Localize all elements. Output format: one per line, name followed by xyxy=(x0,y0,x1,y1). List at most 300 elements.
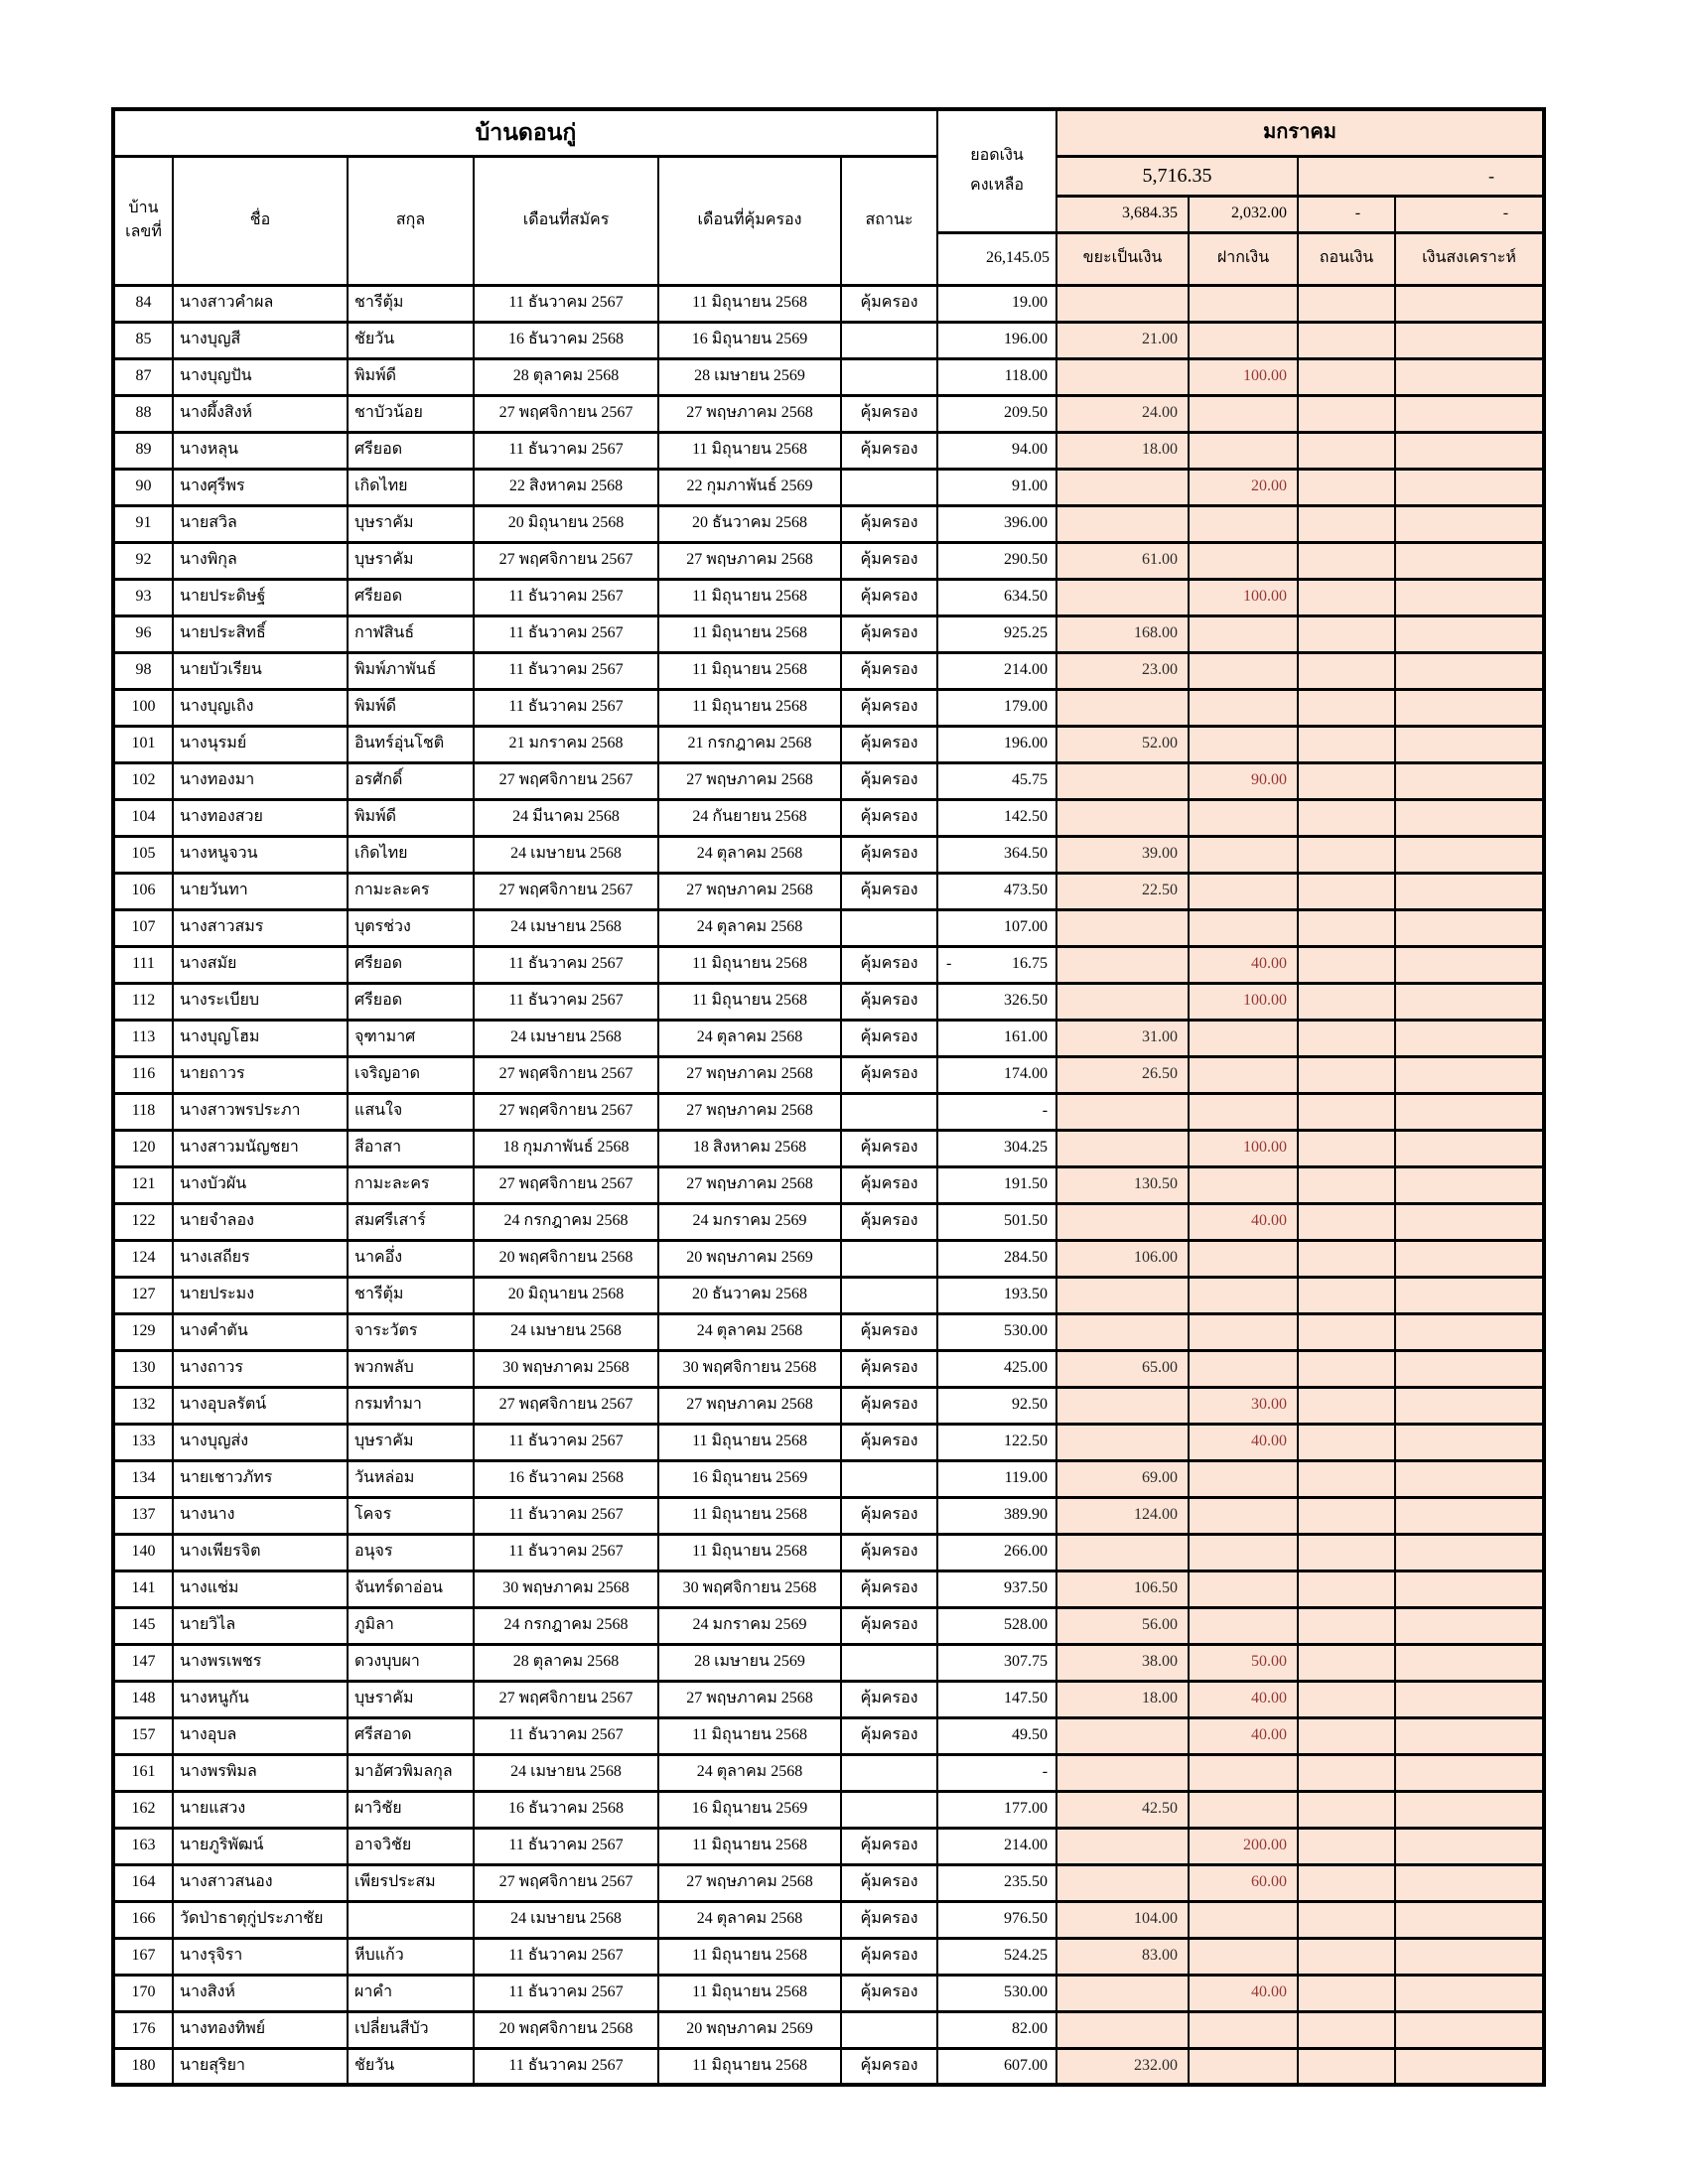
cell-apply-month: 11 ธันวาคม 2567 xyxy=(474,432,658,469)
cell-welfare xyxy=(1395,1497,1544,1534)
cell-cover-month: 27 พฤษภาคม 2568 xyxy=(658,1166,841,1203)
cell-trash-money xyxy=(1056,1864,1189,1901)
cell-house-no: 157 xyxy=(113,1717,173,1754)
cell-cover-month: 18 สิงหาคม 2568 xyxy=(658,1130,841,1166)
member-rows xyxy=(113,285,1544,2085)
cell-withdraw xyxy=(1298,1020,1395,1056)
cell-trash-money: 18.00 xyxy=(1056,1681,1189,1717)
cell-trash-money xyxy=(1056,762,1189,799)
cell-trash-money xyxy=(1056,358,1189,395)
cell-surname: เกิดไทย xyxy=(348,469,474,505)
cell-balance: 976.50 xyxy=(937,1901,1056,1938)
cell-trash-money xyxy=(1056,1203,1189,1240)
cell-surname: อินทร์อุ่นโชติ xyxy=(348,726,474,762)
table-row xyxy=(113,2048,1544,2085)
cell-deposit: 200.00 xyxy=(1189,1828,1298,1864)
cell-apply-month: 24 เมษายน 2568 xyxy=(474,1020,658,1056)
cell-status xyxy=(841,322,937,358)
cell-first-name: นายสุริยา xyxy=(173,2048,348,2085)
table-row xyxy=(113,1717,1544,1754)
cell-trash-money xyxy=(1056,1277,1189,1313)
table-row xyxy=(113,1166,1544,1203)
table-row xyxy=(113,1240,1544,1277)
cell-first-name: นางทองมา xyxy=(173,762,348,799)
cell-first-name: นางสาวมนัญชยา xyxy=(173,1130,348,1166)
cell-status xyxy=(841,1791,937,1828)
cell-status: คุ้มครอง xyxy=(841,1203,937,1240)
cell-first-name: นางคำตัน xyxy=(173,1313,348,1350)
cell-deposit xyxy=(1189,652,1298,689)
cell-welfare xyxy=(1395,1828,1544,1864)
cell-balance: 209.50 xyxy=(937,395,1056,432)
cell-trash-money: 124.00 xyxy=(1056,1497,1189,1534)
cell-cover-month: 11 มิถุนายน 2568 xyxy=(658,579,841,615)
house-no-label-line1: บ้าน xyxy=(128,200,159,216)
cell-apply-month: 27 พฤศจิกายน 2567 xyxy=(474,762,658,799)
cell-balance: 364.50 xyxy=(937,836,1056,873)
cell-trash-money: 83.00 xyxy=(1056,1938,1189,1975)
cell-status: คุ้มครอง xyxy=(841,1497,937,1534)
cell-house-no: 162 xyxy=(113,1791,173,1828)
cell-apply-month: 27 พฤศจิกายน 2567 xyxy=(474,1056,658,1093)
cell-balance: 307.75 xyxy=(937,1644,1056,1681)
cell-cover-month: 28 เมษายน 2569 xyxy=(658,358,841,395)
cell-house-no: 91 xyxy=(113,505,173,542)
cell-apply-month: 11 ธันวาคม 2567 xyxy=(474,1534,658,1570)
cell-deposit: 40.00 xyxy=(1189,1203,1298,1240)
cell-cover-month: 11 มิถุนายน 2568 xyxy=(658,1938,841,1975)
cell-house-no: 106 xyxy=(113,873,173,909)
cell-apply-month: 28 ตุลาคม 2568 xyxy=(474,1644,658,1681)
cell-cover-month: 16 มิถุนายน 2569 xyxy=(658,1460,841,1497)
cell-cover-month: 27 พฤษภาคม 2568 xyxy=(658,873,841,909)
cell-trash-money: 61.00 xyxy=(1056,542,1189,579)
cell-balance: 530.00 xyxy=(937,1975,1056,2011)
trash-total: 3,684.35 xyxy=(1056,196,1189,232)
cell-apply-month: 11 ธันวาคม 2567 xyxy=(474,1424,658,1460)
cell-status: คุ้มครอง xyxy=(841,1056,937,1093)
cell-house-no: 167 xyxy=(113,1938,173,1975)
cell-welfare xyxy=(1395,2048,1544,2085)
cell-cover-month: 24 ตุลาคม 2568 xyxy=(658,909,841,946)
col-header-name: ชื่อ xyxy=(173,156,348,285)
cell-trash-money xyxy=(1056,1387,1189,1424)
cell-cover-month: 20 พฤษภาคม 2569 xyxy=(658,1240,841,1277)
cell-house-no: 89 xyxy=(113,432,173,469)
cell-house-no: 180 xyxy=(113,2048,173,2085)
cell-apply-month: 27 พฤศจิกายน 2567 xyxy=(474,1681,658,1717)
cell-cover-month: 11 มิถุนายน 2568 xyxy=(658,285,841,322)
cell-trash-money xyxy=(1056,1313,1189,1350)
cell-withdraw xyxy=(1298,1350,1395,1387)
cell-welfare xyxy=(1395,469,1544,505)
cell-balance: 266.00 xyxy=(937,1534,1056,1570)
cell-status xyxy=(841,1240,937,1277)
cell-welfare xyxy=(1395,1460,1544,1497)
cell-status: คุ้มครอง xyxy=(841,836,937,873)
cell-trash-money: 38.00 xyxy=(1056,1644,1189,1681)
cell-balance: 91.00 xyxy=(937,469,1056,505)
cell-trash-money xyxy=(1056,1424,1189,1460)
cell-house-no: 96 xyxy=(113,615,173,652)
cell-house-no: 104 xyxy=(113,799,173,836)
cell-trash-money xyxy=(1056,1130,1189,1166)
cell-withdraw xyxy=(1298,1313,1395,1350)
cell-balance: 118.00 xyxy=(937,358,1056,395)
cell-deposit: 100.00 xyxy=(1189,579,1298,615)
table-row xyxy=(113,395,1544,432)
cell-cover-month: 11 มิถุนายน 2568 xyxy=(658,1828,841,1864)
cell-house-no: 166 xyxy=(113,1901,173,1938)
cell-house-no: 111 xyxy=(113,946,173,983)
col-header-surname: สกุล xyxy=(348,156,474,285)
table-row xyxy=(113,1460,1544,1497)
cell-welfare xyxy=(1395,1717,1544,1754)
cell-surname xyxy=(348,1901,474,1938)
cell-status: คุ้มครอง xyxy=(841,1828,937,1864)
village-title: บ้านดอนกู่ xyxy=(113,109,937,156)
cell-deposit xyxy=(1189,615,1298,652)
cell-house-no: 102 xyxy=(113,762,173,799)
cell-cover-month: 24 ตุลาคม 2568 xyxy=(658,1901,841,1938)
cell-cover-month: 21 กรกฎาคม 2568 xyxy=(658,726,841,762)
cell-withdraw xyxy=(1298,1240,1395,1277)
cell-status xyxy=(841,1644,937,1681)
cell-status: คุ้มครอง xyxy=(841,1570,937,1607)
cell-cover-month: 11 มิถุนายน 2568 xyxy=(658,689,841,726)
cell-deposit: 40.00 xyxy=(1189,1975,1298,2011)
cell-deposit: 40.00 xyxy=(1189,946,1298,983)
cell-surname: กรมทำมา xyxy=(348,1387,474,1424)
cell-apply-month: 11 ธันวาคม 2567 xyxy=(474,1717,658,1754)
cell-status: คุ้มครอง xyxy=(841,285,937,322)
cell-balance: 177.00 xyxy=(937,1791,1056,1828)
cell-withdraw xyxy=(1298,909,1395,946)
cell-house-no: 137 xyxy=(113,1497,173,1534)
cell-welfare xyxy=(1395,799,1544,836)
cell-status: คุ้มครอง xyxy=(841,1901,937,1938)
cell-status: คุ้มครอง xyxy=(841,1350,937,1387)
table-row xyxy=(113,1754,1544,1791)
cell-house-no: 163 xyxy=(113,1828,173,1864)
cell-house-no: 141 xyxy=(113,1570,173,1607)
cell-first-name: นางบัวผัน xyxy=(173,1166,348,1203)
cell-withdraw xyxy=(1298,1864,1395,1901)
cell-status: คุ้มครอง xyxy=(841,799,937,836)
cell-welfare xyxy=(1395,1277,1544,1313)
cell-cover-month: 28 เมษายน 2569 xyxy=(658,1644,841,1681)
cell-deposit xyxy=(1189,2048,1298,2085)
cell-cover-month: 27 พฤษภาคม 2568 xyxy=(658,1681,841,1717)
cell-balance: 284.50 xyxy=(937,1240,1056,1277)
cell-balance: 937.50 xyxy=(937,1570,1056,1607)
cell-house-no: 98 xyxy=(113,652,173,689)
table-row xyxy=(113,1791,1544,1828)
cell-deposit xyxy=(1189,799,1298,836)
cell-balance: 524.25 xyxy=(937,1938,1056,1975)
cell-status: คุ้มครอง xyxy=(841,652,937,689)
cell-withdraw xyxy=(1298,1497,1395,1534)
cell-deposit xyxy=(1189,1754,1298,1791)
cell-status: คุ้มครอง xyxy=(841,395,937,432)
cell-welfare xyxy=(1395,1607,1544,1644)
cell-deposit xyxy=(1189,1166,1298,1203)
cell-balance: 326.50 xyxy=(937,983,1056,1020)
table-row xyxy=(113,1938,1544,1975)
cell-welfare xyxy=(1395,873,1544,909)
table-row xyxy=(113,1130,1544,1166)
cell-first-name: นางถาวร xyxy=(173,1350,348,1387)
table-row xyxy=(113,726,1544,762)
cell-balance: 19.00 xyxy=(937,285,1056,322)
cell-status xyxy=(841,2011,937,2048)
table-row xyxy=(113,542,1544,579)
cell-surname: ผาคำ xyxy=(348,1975,474,2011)
cell-deposit: 100.00 xyxy=(1189,358,1298,395)
cell-apply-month: 28 ตุลาคม 2568 xyxy=(474,358,658,395)
cell-house-no: 132 xyxy=(113,1387,173,1424)
cell-first-name: นางนาง xyxy=(173,1497,348,1534)
cell-house-no: 145 xyxy=(113,1607,173,1644)
cell-status: คุ้มครอง xyxy=(841,1534,937,1570)
table-row xyxy=(113,432,1544,469)
cell-withdraw xyxy=(1298,1460,1395,1497)
cell-first-name: นายประสิทธิ์ xyxy=(173,615,348,652)
cell-surname: พิมพ์ดี xyxy=(348,358,474,395)
cell-deposit xyxy=(1189,2011,1298,2048)
cell-welfare xyxy=(1395,505,1544,542)
cell-surname: อรศักดิ์ xyxy=(348,762,474,799)
cell-house-no: 161 xyxy=(113,1754,173,1791)
cell-welfare xyxy=(1395,909,1544,946)
cell-apply-month: 11 ธันวาคม 2567 xyxy=(474,1975,658,2011)
cell-status xyxy=(841,469,937,505)
cell-balance: 607.00 xyxy=(937,2048,1056,2085)
cell-cover-month: 27 พฤษภาคม 2568 xyxy=(658,395,841,432)
cell-welfare xyxy=(1395,836,1544,873)
col-header-status: สถานะ xyxy=(841,156,937,285)
balance-label-line2: คงเหลือ xyxy=(970,177,1024,195)
cell-balance: 49.50 xyxy=(937,1717,1056,1754)
cell-trash-money xyxy=(1056,1093,1189,1130)
cell-balance: 634.50 xyxy=(937,579,1056,615)
cell-cover-month: 27 พฤษภาคม 2568 xyxy=(658,1387,841,1424)
cell-house-no: 129 xyxy=(113,1313,173,1350)
cell-trash-money xyxy=(1056,2011,1189,2048)
table-row xyxy=(113,1387,1544,1424)
cell-trash-money: 69.00 xyxy=(1056,1460,1189,1497)
cell-welfare xyxy=(1395,285,1544,322)
cell-first-name: นางบุญส่ง xyxy=(173,1424,348,1460)
cell-surname: ผาวิชัย xyxy=(348,1791,474,1828)
col-header-deposit: ฝากเงิน xyxy=(1189,232,1298,285)
cell-cover-month: 24 ตุลาคม 2568 xyxy=(658,1020,841,1056)
cell-balance: 214.00 xyxy=(937,652,1056,689)
cell-withdraw xyxy=(1298,505,1395,542)
cell-welfare xyxy=(1395,1901,1544,1938)
cell-first-name: นางผึ้งสิงห์ xyxy=(173,395,348,432)
cell-balance: 196.00 xyxy=(937,726,1056,762)
cell-welfare xyxy=(1395,1938,1544,1975)
cell-balance: - 16.75 xyxy=(937,946,1056,983)
cell-trash-money xyxy=(1056,1828,1189,1864)
cell-welfare xyxy=(1395,2011,1544,2048)
cell-cover-month: 11 มิถุนายน 2568 xyxy=(658,1424,841,1460)
cell-balance: 501.50 xyxy=(937,1203,1056,1240)
cell-house-no: 93 xyxy=(113,579,173,615)
cell-deposit xyxy=(1189,689,1298,726)
cell-cover-month: 11 มิถุนายน 2568 xyxy=(658,1717,841,1754)
table-row xyxy=(113,2011,1544,2048)
table-row xyxy=(113,1681,1544,1717)
cell-first-name: นางพรเพชร xyxy=(173,1644,348,1681)
cell-deposit xyxy=(1189,1938,1298,1975)
cell-first-name: นายจำลอง xyxy=(173,1203,348,1240)
cell-balance: 396.00 xyxy=(937,505,1056,542)
cell-deposit: 20.00 xyxy=(1189,469,1298,505)
cell-trash-money: 232.00 xyxy=(1056,2048,1189,2085)
cell-withdraw xyxy=(1298,1644,1395,1681)
cell-withdraw xyxy=(1298,542,1395,579)
cell-withdraw xyxy=(1298,1130,1395,1166)
cell-welfare xyxy=(1395,1791,1544,1828)
cell-cover-month: 11 มิถุนายน 2568 xyxy=(658,2048,841,2085)
cell-trash-money xyxy=(1056,469,1189,505)
cell-balance: 473.50 xyxy=(937,873,1056,909)
cell-deposit xyxy=(1189,836,1298,873)
cell-apply-month: 24 กรกฎาคม 2568 xyxy=(474,1607,658,1644)
table-row xyxy=(113,469,1544,505)
cell-withdraw xyxy=(1298,1387,1395,1424)
cell-status: คุ้มครอง xyxy=(841,1424,937,1460)
cell-surname: ศรีสอาด xyxy=(348,1717,474,1754)
cell-deposit xyxy=(1189,505,1298,542)
cell-surname: ศรียอด xyxy=(348,579,474,615)
cell-cover-month: 11 มิถุนายน 2568 xyxy=(658,1975,841,2011)
cell-trash-money xyxy=(1056,579,1189,615)
cell-first-name: นายประมง xyxy=(173,1277,348,1313)
cell-balance: 925.25 xyxy=(937,615,1056,652)
cell-apply-month: 11 ธันวาคม 2567 xyxy=(474,652,658,689)
cell-surname: ศรียอด xyxy=(348,432,474,469)
cell-house-no: 164 xyxy=(113,1864,173,1901)
cell-withdraw xyxy=(1298,1203,1395,1240)
cell-welfare xyxy=(1395,1424,1544,1460)
cell-deposit xyxy=(1189,1497,1298,1534)
cell-status xyxy=(841,1277,937,1313)
cell-cover-month: 16 มิถุนายน 2569 xyxy=(658,322,841,358)
cell-house-no: 124 xyxy=(113,1240,173,1277)
cell-first-name: นางหลุน xyxy=(173,432,348,469)
table-row xyxy=(113,1277,1544,1313)
cell-cover-month: 24 มกราคม 2569 xyxy=(658,1607,841,1644)
cell-first-name: นางหนูจวน xyxy=(173,836,348,873)
cell-trash-money xyxy=(1056,946,1189,983)
cell-withdraw xyxy=(1298,1607,1395,1644)
cell-balance: 179.00 xyxy=(937,689,1056,726)
cell-surname: อนุจร xyxy=(348,1534,474,1570)
cell-apply-month: 20 พฤศจิกายน 2568 xyxy=(474,2011,658,2048)
cell-first-name: นางสมัย xyxy=(173,946,348,983)
cell-house-no: 140 xyxy=(113,1534,173,1570)
cell-first-name: นางอุบลรัตน์ xyxy=(173,1387,348,1424)
cell-balance: 193.50 xyxy=(937,1277,1056,1313)
cell-first-name: นายเชาวภัทร xyxy=(173,1460,348,1497)
cell-house-no: 100 xyxy=(113,689,173,726)
cell-deposit xyxy=(1189,1277,1298,1313)
cell-balance: 142.50 xyxy=(937,799,1056,836)
cell-first-name: นางอุบล xyxy=(173,1717,348,1754)
cell-withdraw xyxy=(1298,1938,1395,1975)
cell-surname: เพียรประสม xyxy=(348,1864,474,1901)
cell-surname: พิมพ์ดี xyxy=(348,689,474,726)
table-row xyxy=(113,1534,1544,1570)
cell-deposit xyxy=(1189,395,1298,432)
table-row xyxy=(113,652,1544,689)
cell-status: คุ้มครอง xyxy=(841,579,937,615)
cell-surname: เกิดไทย xyxy=(348,836,474,873)
cell-surname: สมศรีเสาร์ xyxy=(348,1203,474,1240)
col-header-house-no xyxy=(113,156,173,285)
cell-deposit: 40.00 xyxy=(1189,1424,1298,1460)
cell-house-no: 147 xyxy=(113,1644,173,1681)
cell-trash-money: 106.00 xyxy=(1056,1240,1189,1277)
cell-cover-month: 24 กันยายน 2568 xyxy=(658,799,841,836)
cell-balance: 235.50 xyxy=(937,1864,1056,1901)
cell-apply-month: 11 ธันวาคม 2567 xyxy=(474,946,658,983)
cell-first-name: นายสวิล xyxy=(173,505,348,542)
cell-surname: หีบแก้ว xyxy=(348,1938,474,1975)
house-no-label-line2: เลขที่ xyxy=(125,223,162,240)
cell-status: คุ้มครอง xyxy=(841,1387,937,1424)
cell-withdraw xyxy=(1298,1901,1395,1938)
cell-welfare xyxy=(1395,1681,1544,1717)
cell-withdraw xyxy=(1298,1093,1395,1130)
cell-status: คุ้มครอง xyxy=(841,542,937,579)
cell-cover-month: 30 พฤศจิกายน 2568 xyxy=(658,1570,841,1607)
cell-status: คุ้มครอง xyxy=(841,432,937,469)
cell-withdraw xyxy=(1298,1975,1395,2011)
cell-deposit xyxy=(1189,1570,1298,1607)
table-row xyxy=(113,1975,1544,2011)
cell-house-no: 148 xyxy=(113,1681,173,1717)
cell-cover-month: 24 มกราคม 2569 xyxy=(658,1203,841,1240)
cell-welfare xyxy=(1395,726,1544,762)
cell-trash-money: 168.00 xyxy=(1056,615,1189,652)
cell-apply-month: 18 กุมภาพันธ์ 2568 xyxy=(474,1130,658,1166)
table-row xyxy=(113,1570,1544,1607)
cell-house-no: 101 xyxy=(113,726,173,762)
table-row xyxy=(113,909,1544,946)
table-row xyxy=(113,1350,1544,1387)
cell-status: คุ้มครอง xyxy=(841,1166,937,1203)
cell-trash-money: 21.00 xyxy=(1056,322,1189,358)
cell-apply-month: 20 มิถุนายน 2568 xyxy=(474,1277,658,1313)
cell-house-no: 87 xyxy=(113,358,173,395)
cell-balance: 107.00 xyxy=(937,909,1056,946)
cell-cover-month: 27 พฤษภาคม 2568 xyxy=(658,1056,841,1093)
cell-surname: จาระวัตร xyxy=(348,1313,474,1350)
cell-status: คุ้มครอง xyxy=(841,689,937,726)
cell-withdraw xyxy=(1298,1717,1395,1754)
cell-status xyxy=(841,358,937,395)
cell-apply-month: 11 ธันวาคม 2567 xyxy=(474,615,658,652)
cell-status: คุ้มครอง xyxy=(841,1681,937,1717)
cell-deposit xyxy=(1189,1240,1298,1277)
cell-withdraw xyxy=(1298,1166,1395,1203)
cell-surname: กามะละคร xyxy=(348,1166,474,1203)
cell-surname: สีอาสา xyxy=(348,1130,474,1166)
